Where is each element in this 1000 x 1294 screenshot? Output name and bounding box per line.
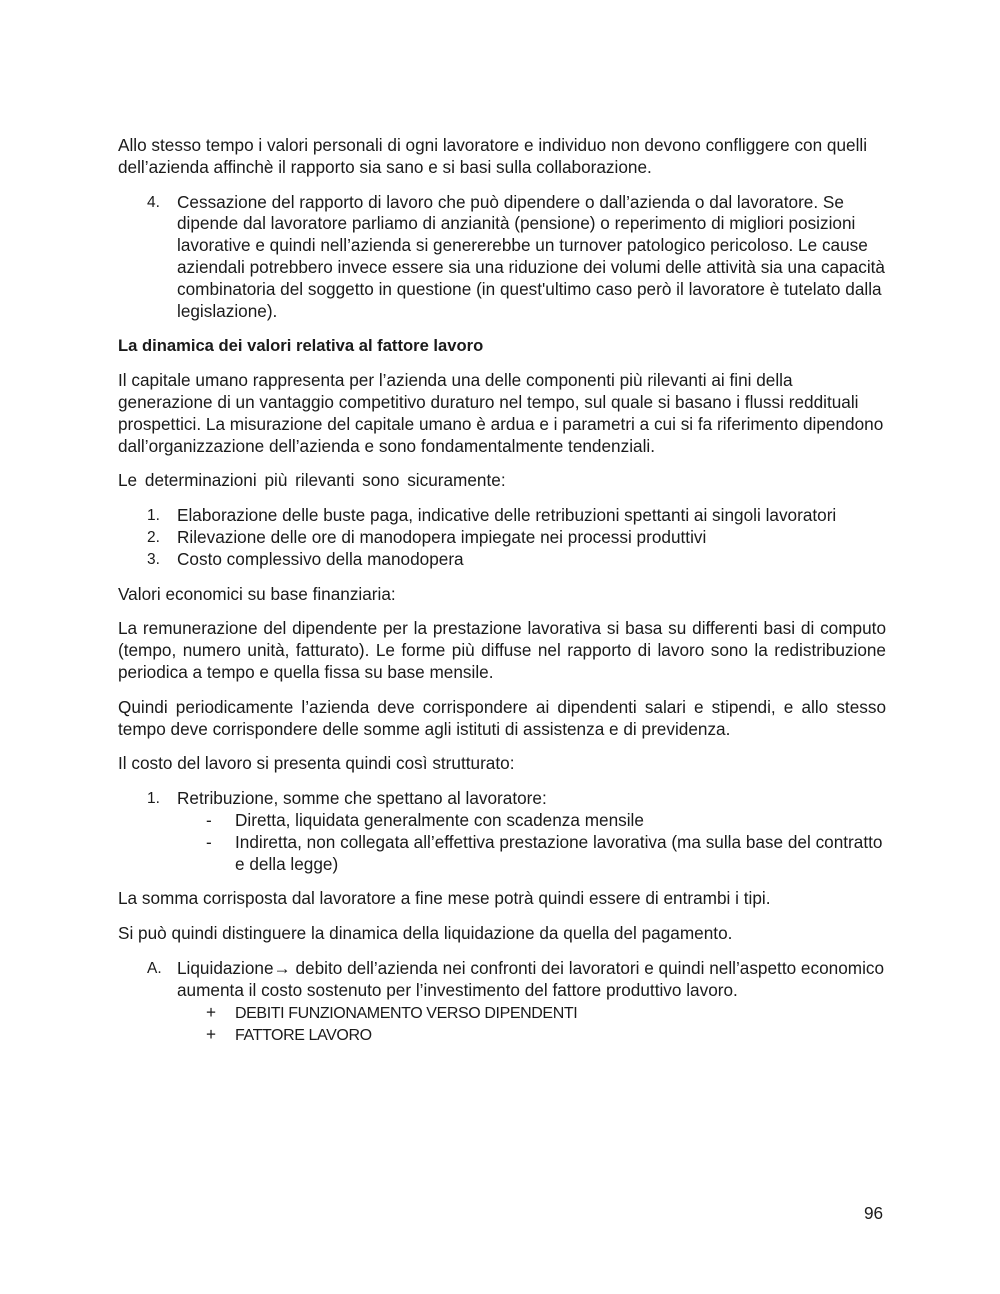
list-marker: 2. (147, 528, 160, 546)
paragraph-remunerazione: La remunerazione del dipendente per la prestazione lavorativa si basa su differenti basi di computo (tempo, numero unità, fatturato). Le forme più diffuse nel rapporto di lavoro sono la redistribuzione periodica a tempo e quella fissa su base mensile. (118, 618, 886, 682)
retribuzione-list (118, 788, 886, 875)
paragraph-determinazioni: Le determinazioni più rilevanti sono sicuramente: (118, 470, 506, 491)
list-marker: A. (147, 959, 162, 977)
sub-list-item-text: Diretta, liquidata generalmente con scadenza mensile (235, 809, 644, 830)
sub-list-item (118, 1024, 886, 1047)
list-item (118, 527, 886, 549)
determinazioni-list (118, 505, 886, 570)
list-item-retribuzione (118, 788, 886, 810)
sub-list-item (118, 810, 886, 832)
list-item-text: Rilevazione delle ore di manodopera impiegate nei processi produttivi (177, 526, 707, 547)
liquidazione-list (118, 958, 886, 1047)
paragraph-somma: La somma corrisposta dal lavoratore a fine mese potrà quindi essere di entrambi i tipi. (118, 888, 771, 909)
intro-paragraph: Allo stesso tempo i valori personali di ogni lavoratore e individuo non devono confliggere con quelli dell’azienda affinchè il rapporto sia sano e si basi sulla collaborazione. (118, 135, 868, 177)
list-marker: 3. (147, 550, 160, 568)
list-marker: 4. (147, 193, 160, 211)
list-item-text: Liquidazione→ debito dell’azienda nei confronti dei lavoratori e quindi nell’aspetto economico aumenta il costo sostenuto per l’investimento del fattore produttivo lavoro. (177, 957, 885, 1000)
page-number: 96 (864, 1203, 884, 1223)
sub-list-item (118, 1002, 886, 1025)
paragraph-costo-lavoro: Il costo del lavoro si presenta quindi così strutturato: (118, 753, 515, 774)
sub-list-marker: + (206, 1001, 217, 1022)
section-heading: La dinamica dei valori relativa al fattore lavoro (118, 336, 484, 356)
list-item (118, 549, 886, 571)
paragraph-quindi: Quindi periodicamente l’azienda deve corrispondere ai dipendenti salari e stipendi, e allo stesso tempo deve corrispondere delle somme agli istituti di assistenza e di previdenza. (118, 696, 886, 739)
list-item (118, 505, 886, 527)
sub-list-marker: - (206, 809, 212, 830)
list-item-text: Elaborazione delle buste paga, indicative delle retribuzioni spettanti ai singoli lavoratori (177, 505, 837, 526)
list-marker: 1. (147, 790, 160, 808)
sub-list-item-text: DEBITI FUNZIONAMENTO VERSO DIPENDENTI (235, 1004, 578, 1022)
sub-list-item-text: FATTORE LAVORO (235, 1027, 372, 1045)
sub-list-marker: + (206, 1024, 217, 1045)
sub-list-marker: - (206, 831, 212, 852)
paragraph-distinguere: Si può quindi distinguere la dinamica della liquidazione da quella del pagamento. (118, 923, 733, 944)
list-item-text: Cessazione del rapporto di lavoro che può dipendere o dall’azienda o dal lavoratore. Se dipende dal lavoratore parliamo di anzianità (pensione) o reperimento di migliori posizioni lavorative e quindi nell’azienda si genererebbe un turnover patologico pericoloso. Le cause aziendali potrebbero invece essere sia una riduzione dei volumi delle attività sia una capacità combinatoria del soggetto in questione (in quest'ultimo caso però il lavoratore è tutelato dalla legislazione). (177, 191, 885, 321)
sub-list-item (118, 832, 886, 876)
list-item-text: Retribuzione, somme che spettano al lavoratore: (177, 788, 547, 809)
paragraph-capitale-umano: Il capitale umano rappresenta per l’azienda una delle componenti più rilevanti ai fini della generazione di un vantaggio competitivo duraturo nel tempo, sul quale si basano i flussi reddituali prospettici. La misurazione del capitale umano è ardua e i parametri a cui si fa riferimento dipendono dall’organizzazione dell’azienda e sono fondamentalmente tendenziali. (118, 370, 884, 456)
document-page (118, 135, 886, 1047)
sub-list-item-text: Indiretta, non collegata all’effettiva prestazione lavorativa (ma sulla base del contratto e della legge) (235, 831, 883, 874)
list-item-text: Costo complessivo della manodopera (177, 548, 464, 569)
paragraph-valori-economici: Valori economici su base finanziaria: (118, 583, 396, 604)
list-marker: 1. (147, 507, 160, 525)
list-item-liquidazione (118, 958, 886, 1002)
list-item-cessazione (118, 192, 886, 323)
